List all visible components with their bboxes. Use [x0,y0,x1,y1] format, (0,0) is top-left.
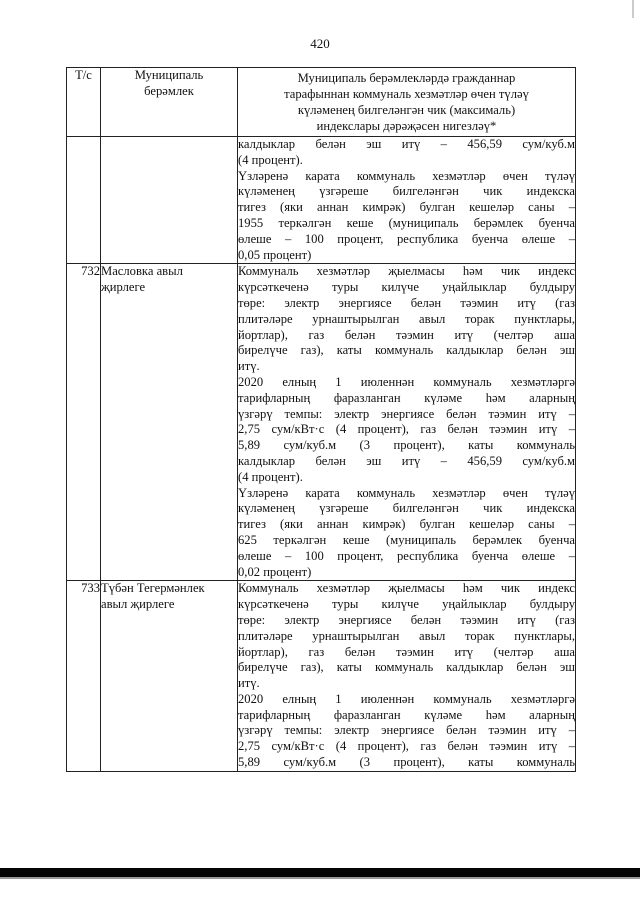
description-line: 2020 елның 1 июленнән коммуналь хезмәтләргә [238,374,575,389]
description-line: өлеше – 100 процент, республика буенча өлеше – [238,231,575,246]
description-line: 2020 елның 1 июленнән коммуналь хезмәтләргә [238,691,575,706]
header-municipality-line: Муниципаль [134,68,204,82]
description-line: (4 процент). [238,152,303,167]
description-line: төре: электр энергиясе белән тәэмин итү (газ [238,612,575,627]
description-line: 5,89 сум/куб.м (3 процент), каты коммуналь [238,755,575,770]
description-line: итү. [238,676,260,691]
scan-bottom-bar [0,868,640,877]
description-line: плитәләре урнаштырылган авыл торак пунктлары, [238,311,575,326]
header-municipality-line: берәмлек [144,83,194,98]
description-line: 0,05 процент) [238,247,312,262]
description-line: йортлар), газ белән тәэмин итү (челтәр аша [238,327,575,342]
description-line: 625 теркәлгән кеше (муниципаль берәмлек буенча [238,532,575,547]
description-line: өлеше – 100 процент, республика буенча өлеше – [238,548,575,563]
municipality-line: Масловка авыл [101,264,183,279]
description-line: тарифларның фаразланган күләме һәм аларның [238,707,575,722]
description-line: күләменең үзгәреше билгеләнгән чик индекска [238,501,575,516]
description-line: тигез (яки аннан кимрәк) булган кешеләр саны – [238,200,575,215]
description-line: (4 процент). [238,469,303,484]
table-row-732 [67,264,576,581]
header-description-line: күләменең билгеләнгән чик (максималь) [297,103,516,117]
description-line: күрсәткеченә туры килүче уңайлыклар булдыру [238,280,575,295]
description-line: тигез (яки аннан кимрәк) булган кешеләр саны – [238,517,575,532]
header-description-line: индекслары дәрәҗәсен нигезләү* [316,119,497,133]
header-municipality [101,68,238,137]
header-description-line: тарафыннан коммуналь хезмәтләр өчен түләү [284,87,529,101]
row-municipality [101,581,238,772]
row-description [238,264,576,581]
row-number: 732 [67,264,101,581]
description-line: 2,75 сум/кВт·с (4 процент), газ белән тәэмин итү – [238,422,575,437]
row-municipality-empty [101,137,238,264]
description-line: 0,02 процент) [238,564,312,579]
description-line: тарифларның фаразланган күләме һәм аларның [238,390,575,405]
description-line: итү. [238,359,260,374]
description-line: Үзләренә карата коммуналь хезмәтләр өчен түләү [238,485,575,500]
description-line: Коммуналь хезмәтләр җыелмасы һәм чик индекс [238,264,575,279]
description-line: төре: электр энергиясе белән тәэмин итү (газ [238,295,575,310]
description-line: йортлар), газ белән тәэмин итү (челтәр аша [238,644,575,659]
description-line: 5,89 сум/куб.м (3 процент), каты коммуналь [238,438,575,453]
description-line: 1955 теркәлгән кеше (муниципаль берәмлек буенча [238,215,575,230]
row-num-empty [67,137,101,264]
row-description [238,137,576,264]
description-line: Үзләренә карата коммуналь хезмәтләр өчен түләү [238,168,575,183]
tariff-table [66,67,576,772]
page-number: 420 [310,36,330,51]
header-description [238,68,576,137]
municipality-line: Түбән Тегермәнлек [101,581,205,596]
municipality-line: җирлеге [101,280,146,295]
scan-bottom-shadow [0,877,640,879]
municipality-line: авыл җирлеге [101,597,175,612]
description-line: бирелүче газ), каты коммуналь калдыклар белән эш [238,343,575,358]
header-num: Т/с [67,68,101,137]
description-line: 2,75 сум/кВт·с (4 процент), газ белән тәэмин итү – [238,739,575,754]
scan-edge-mark [632,0,634,18]
row-number: 733 [67,581,101,772]
description-line: үзгәрү темпы: электр энергиясе белән тәэмин итү – [238,723,575,738]
table-header-row [67,68,576,137]
description-line: Коммуналь хезмәтләр җыелмасы һәм чик индекс [238,581,575,596]
header-description-line: Муниципаль берәмлекләрдә гражданнар [297,71,516,85]
description-line: күрсәткеченә туры килүче уңайлыклар булдыру [238,597,575,612]
row-description [238,581,576,772]
description-line: плитәләре урнаштырылган авыл торак пунктлары, [238,628,575,643]
table-row-continuation [67,137,576,264]
description-line: күләменең үзгәреше билгеләнгән чик индекска [238,184,575,199]
table-row-733 [67,581,576,772]
description-line: калдыклар белән эш итү – 456,59 сум/куб.м [238,137,575,151]
description-line: бирелүче газ), каты коммуналь калдыклар белән эш [238,660,575,675]
row-municipality [101,264,238,581]
description-line: үзгәрү темпы: электр энергиясе белән тәэмин итү – [238,406,575,421]
description-line: калдыклар белән эш итү – 456,59 сум/куб.м [238,453,575,468]
